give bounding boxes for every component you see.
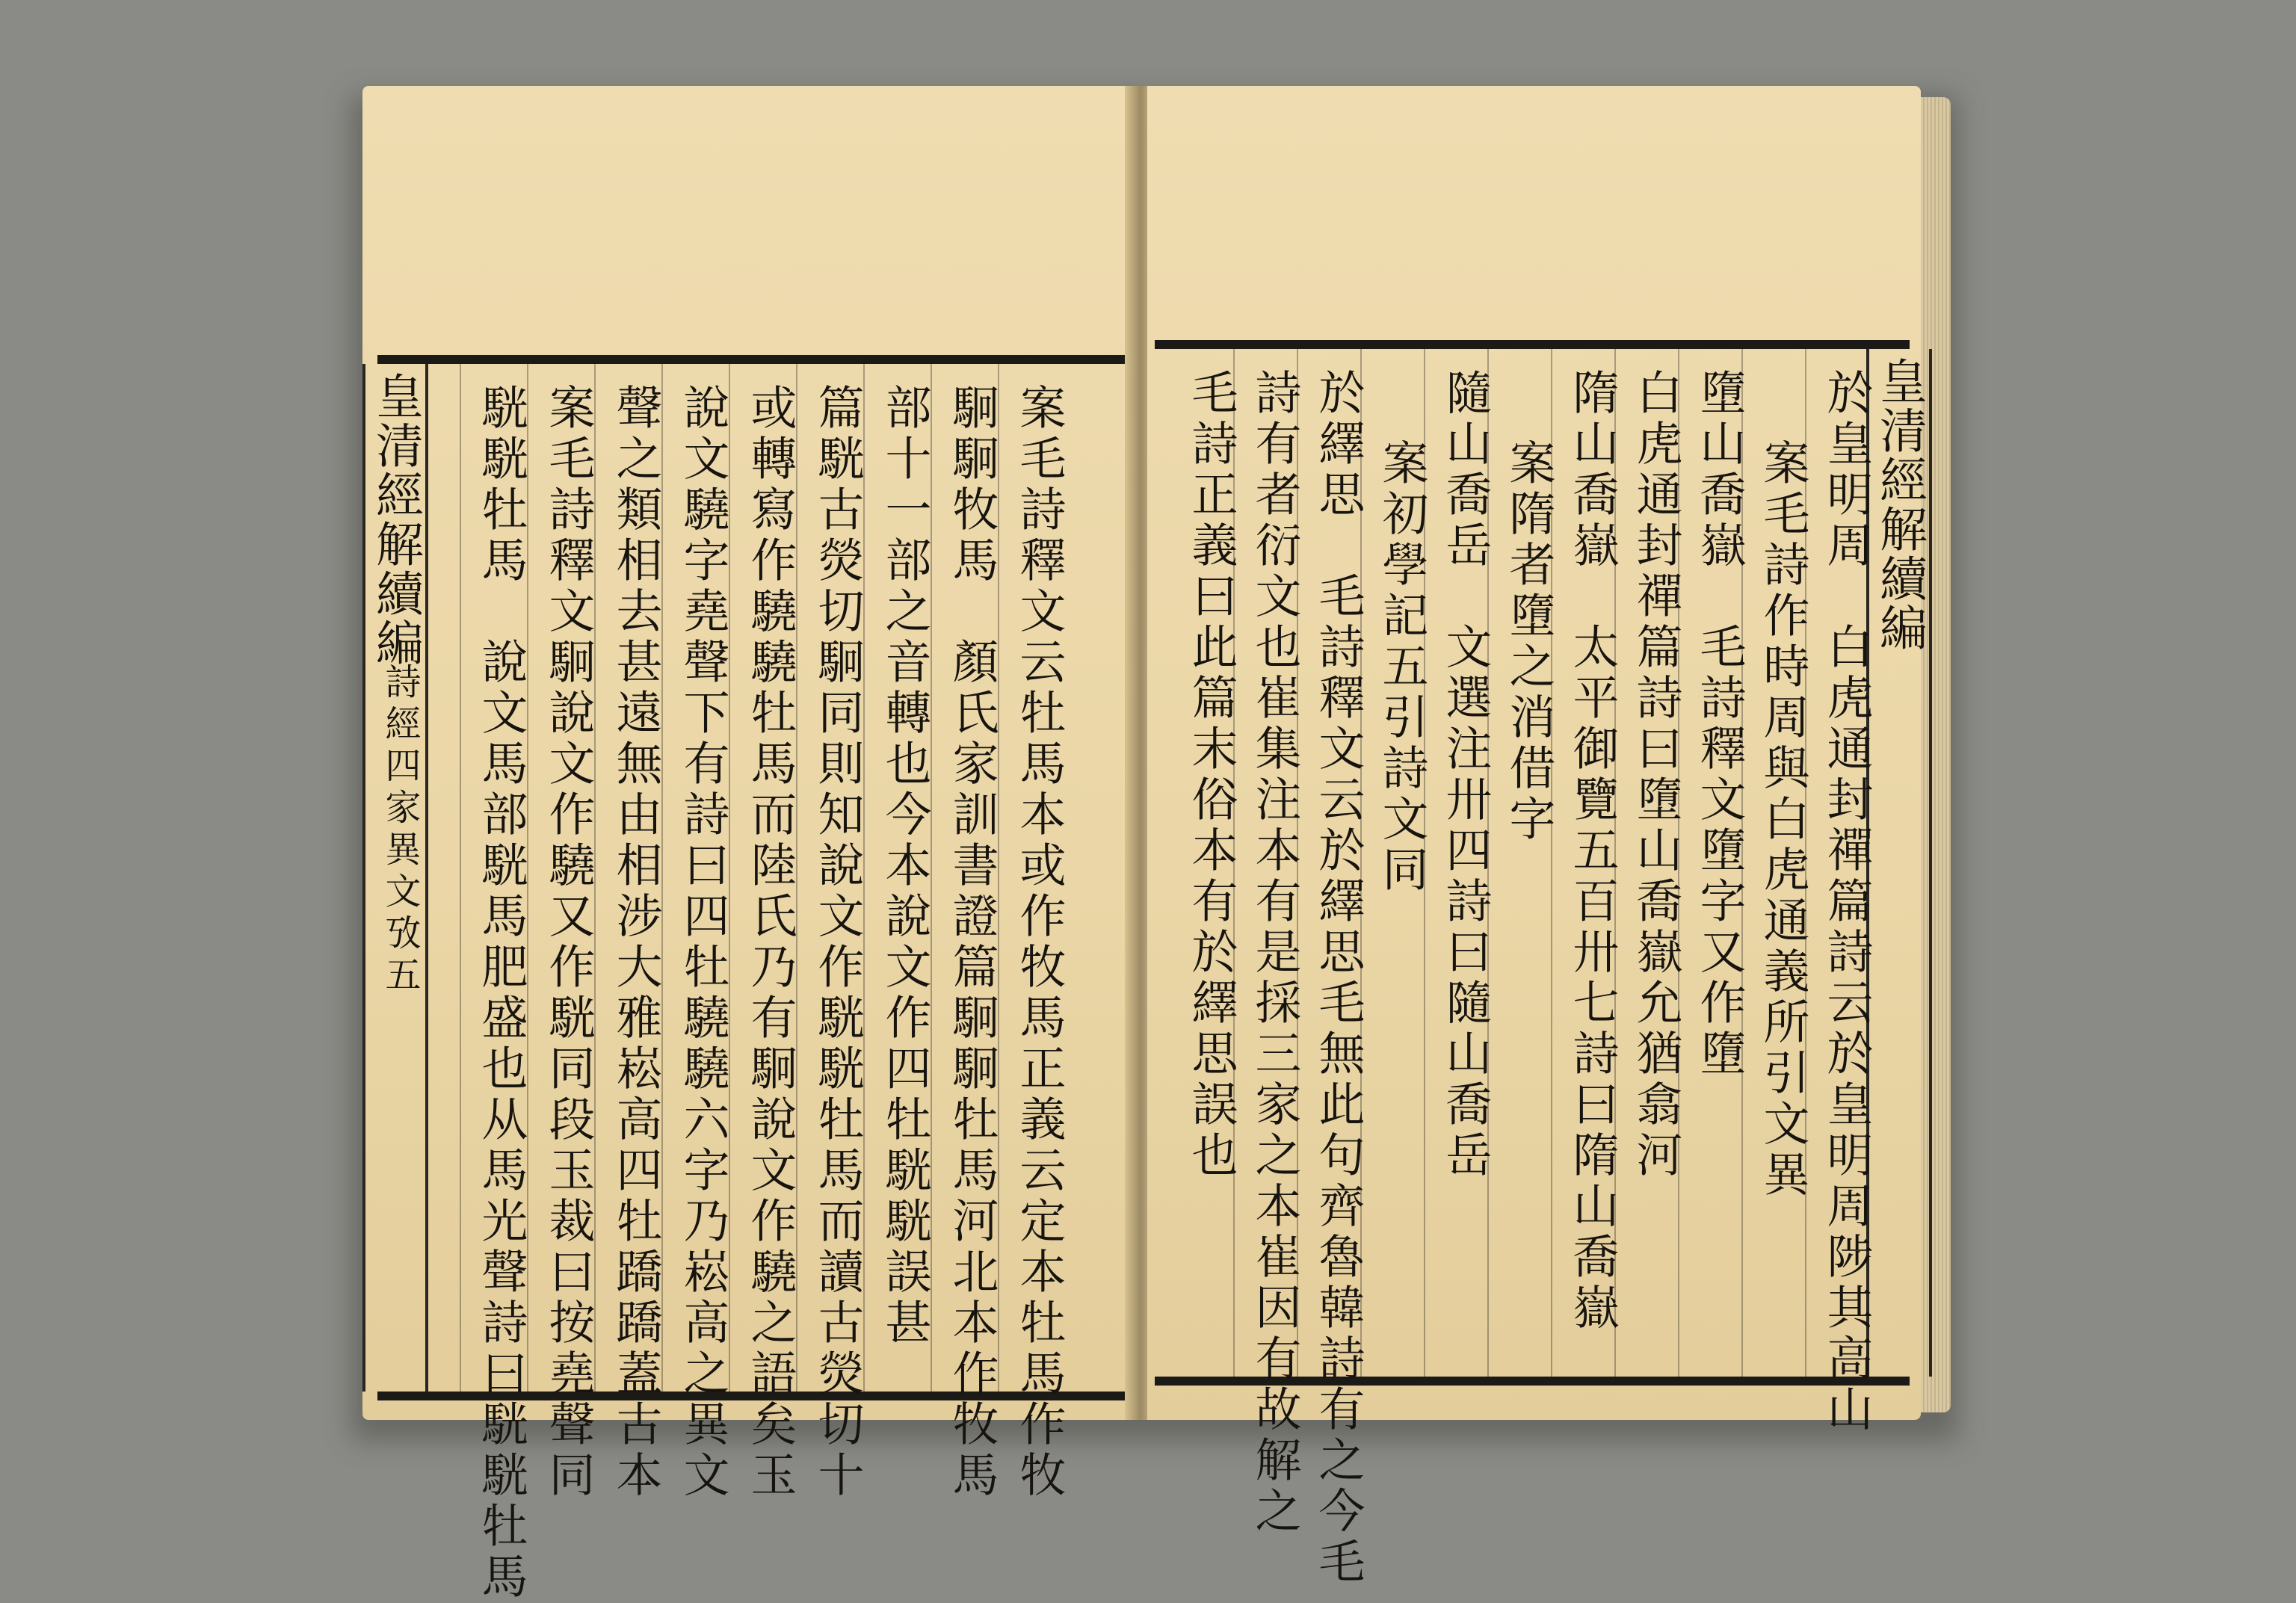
left-margin-title: 皇清經解續編 xyxy=(368,371,423,667)
text-column: 部十一部之音轉也今本說文作四牡駫駫誤甚 xyxy=(877,383,932,1349)
right-margin-title: 皇清經解續編 xyxy=(1871,356,1927,652)
text-column: 於繹思 毛詩釋文云於繹思毛無此句齊魯韓詩有之今毛 xyxy=(1311,368,1365,1588)
text-column: 聲之類相去甚遠無由相涉大雅崧高四牡蹻蹻蓋古本 xyxy=(608,383,663,1501)
text-column: 詩有者衍文也崔集注本有是採三家之本崔因有故解之 xyxy=(1247,368,1302,1537)
text-column: 案毛詩釋文云牡馬本或作牧馬正義云定本牡馬作牧 xyxy=(1012,383,1067,1501)
right-page xyxy=(1147,86,1927,1588)
text-column: 案毛詩作時周與白虎通義所引文異 xyxy=(1756,439,1810,1201)
left-page xyxy=(362,86,1132,1603)
left-text-frame xyxy=(368,355,1125,1603)
text-column: 墮山喬嶽 毛詩釋文墮字又作墮 xyxy=(1692,368,1747,1080)
text-column: 駉駉牧馬 顏氏家訓書證篇駉駉牡馬河北本作牧馬 xyxy=(945,383,999,1501)
text-column: 案毛詩釋文駉說文作驍又作駫同段玉裁曰按堯聲同 xyxy=(541,383,596,1501)
text-column: 毛詩正義曰此篇末俗本有於繹思誤也 xyxy=(1184,368,1238,1182)
text-column: 隋山喬嶽 太平御覽五百卅七詩曰隋山喬嶽 xyxy=(1565,368,1620,1334)
text-column: 案初學記五引詩文同 xyxy=(1374,439,1429,896)
text-column: 案隋者墮之消借字 xyxy=(1502,439,1556,845)
right-margin-column xyxy=(1866,349,1932,1377)
left-margin-subtitle: 詩經四家異文攷五 xyxy=(379,663,421,998)
column-rule xyxy=(460,364,461,1392)
text-column: 於皇明周 白虎通封禪篇詩云於皇明周陟其高山 xyxy=(1819,368,1874,1436)
text-column: 或轉寫作驍驍牡馬而陸氏乃有駉說文作驍之語矣玉 xyxy=(743,383,797,1501)
right-text-frame xyxy=(1155,340,1927,1588)
text-column: 篇駫古熒切駉同則知說文作駫駫牡馬而讀古熒切十 xyxy=(810,383,865,1501)
text-column: 白虎通封禪篇詩曰墮山喬嶽允猶翕河 xyxy=(1629,368,1683,1182)
text-column: 說文驍字堯聲下有詩曰四牡驍驍六字乃崧高之異文 xyxy=(676,383,730,1501)
left-margin-column xyxy=(362,364,428,1392)
text-column: 隨山喬岳 文選注卅四詩曰隨山喬岳 xyxy=(1438,368,1493,1182)
text-column: 駫駫牡馬 說文馬部駫馬肥盛也从馬光聲詩曰駫駫牡馬 xyxy=(474,383,528,1603)
